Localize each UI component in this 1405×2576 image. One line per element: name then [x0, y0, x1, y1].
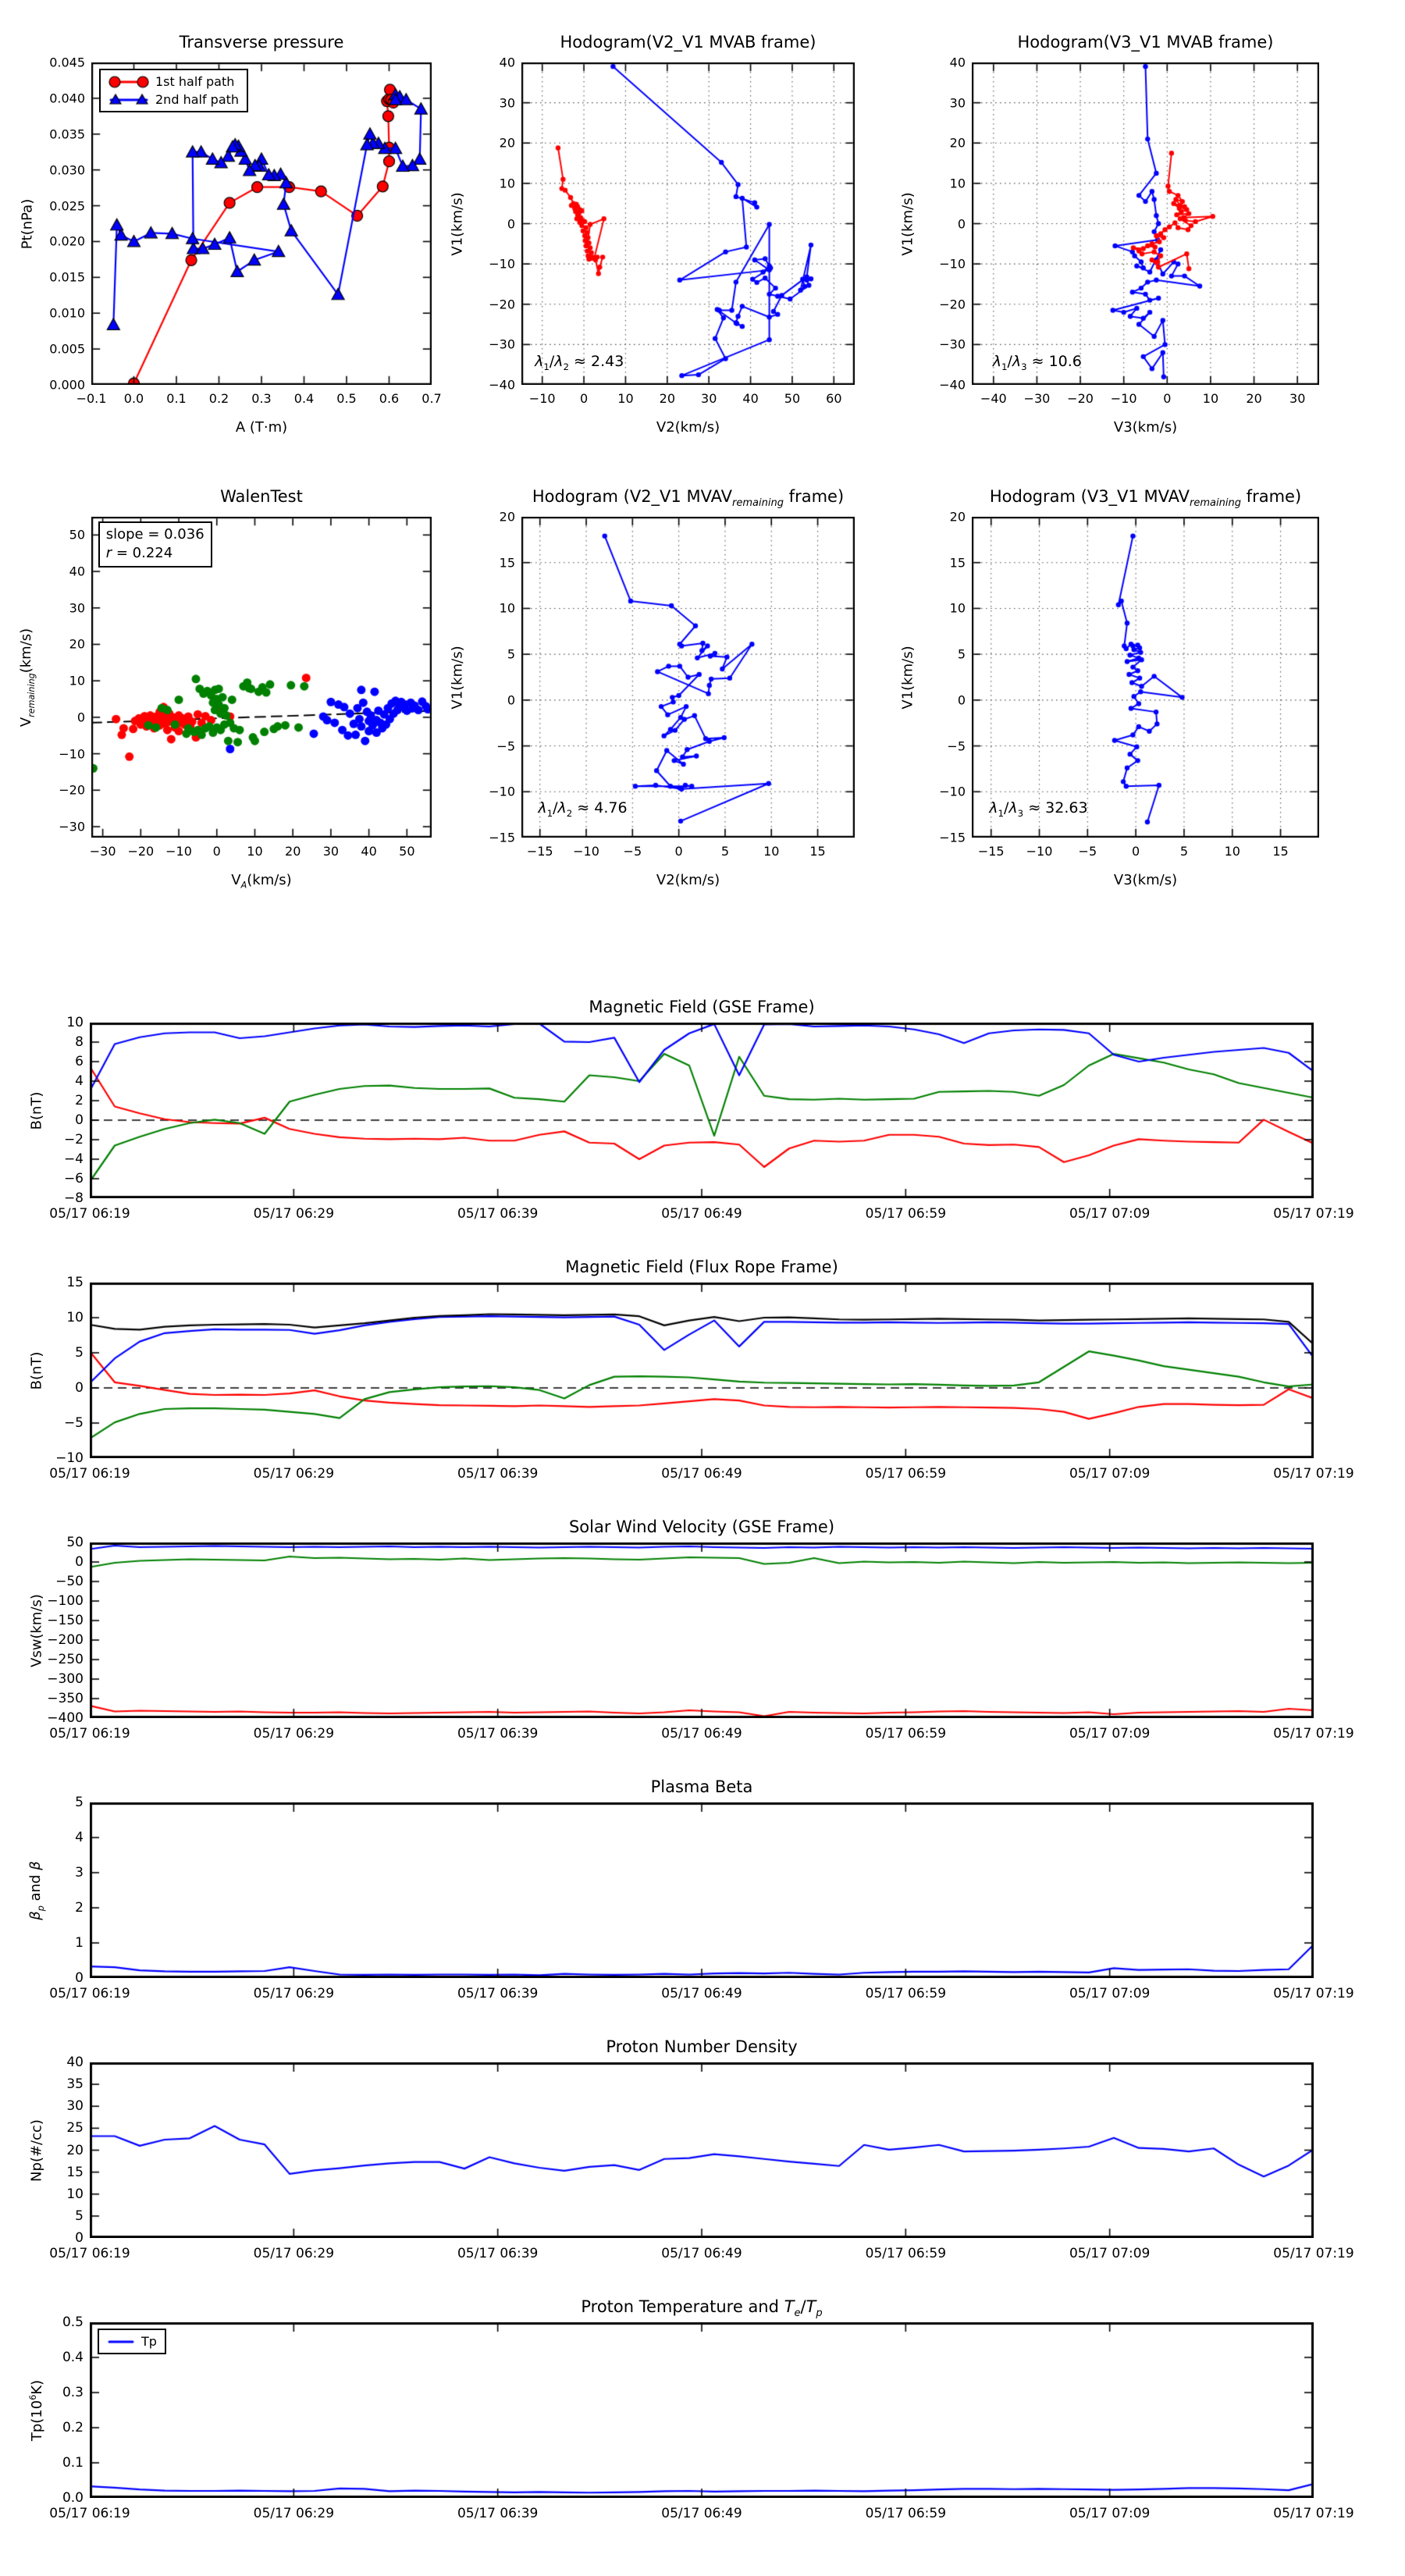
y-tick-label: 10 [949, 600, 966, 616]
y-tick-label: 0.000 [49, 377, 85, 393]
x-tick-label: 05/17 06:19 [49, 1466, 130, 1482]
y-tick-label: −350 [47, 1691, 84, 1706]
x-tick-label: 05/17 07:09 [1069, 1726, 1151, 1742]
x-tick-label: 15 [1272, 844, 1289, 859]
x-tick-label: −30 [89, 844, 116, 859]
y-axis-label: $\beta_p$ and β [27, 1860, 46, 1920]
y-tick-label: 5 [75, 2208, 84, 2224]
y-tick-label: 3 [75, 1865, 84, 1880]
y-tick-label: 15 [499, 555, 515, 571]
y-axis-label: $V_{remaining}(km/s)$ [18, 628, 37, 727]
x-tick-label: 05/17 07:09 [1069, 1986, 1151, 2001]
y-tick-label: −10 [59, 746, 85, 762]
x-tick-label: 05/17 07:19 [1273, 1986, 1354, 2001]
x-tick-label: 05/17 07:19 [1273, 1466, 1354, 1482]
y-tick-label: 0 [507, 216, 515, 231]
y-tick-label: 20 [499, 509, 515, 525]
x-tick-label: 05/17 06:49 [661, 2246, 742, 2261]
x-tick-label: 05/17 06:59 [865, 1206, 947, 1222]
chart-title: Plasma Beta [650, 1777, 753, 1796]
annotation-line: r = 0.224 [105, 545, 173, 562]
y-tick-label: −400 [47, 1710, 84, 1726]
y-tick-label: −10 [489, 256, 515, 272]
y-tick-label: 0 [75, 1970, 84, 1986]
y-tick-label: −10 [489, 784, 515, 799]
x-axis-label: V2(km/s) [656, 419, 720, 436]
y-tick-label: 0.035 [49, 126, 85, 142]
y-tick-label: 4 [75, 1830, 84, 1845]
y-tick-label: 0 [76, 710, 85, 725]
x-tick-label: 05/17 06:29 [253, 1206, 335, 1222]
x-tick-label: 0 [212, 844, 221, 859]
x-tick-label: 05/17 06:29 [253, 2506, 335, 2521]
chart-title: Magnetic Field (Flux Rope Frame) [565, 1258, 838, 1276]
y-tick-label: −100 [47, 1593, 84, 1609]
y-tick-label: 30 [66, 2098, 84, 2115]
y-tick-label: 15 [949, 555, 966, 571]
y-axis-label: Np(#/cc) [28, 2119, 45, 2182]
y-tick-label: 10 [66, 1015, 84, 1030]
x-tick-label: 05/17 06:19 [49, 2506, 130, 2521]
y-axis-label: Pt(nPa) [19, 198, 36, 249]
x-tick-label: 20 [1246, 391, 1262, 406]
magnetic-field-gse-plot-canvas [90, 1023, 1314, 1198]
x-tick-label: 40 [361, 844, 377, 859]
y-tick-label: 0.020 [49, 233, 85, 249]
chart-title: Solar Wind Velocity (GSE Frame) [568, 1517, 835, 1536]
y-tick-label: −30 [489, 336, 515, 352]
x-tick-label: 05/17 07:09 [1069, 2506, 1151, 2521]
y-tick-label: 0 [75, 1554, 84, 1570]
y-tick-label: 0 [957, 216, 966, 231]
y-tick-label: −10 [55, 1450, 84, 1466]
x-tick-label: −0.1 [76, 391, 107, 406]
x-tick-label: 0 [1163, 391, 1172, 406]
y-tick-label: 2 [75, 1900, 84, 1916]
y-tick-label: 5 [507, 646, 515, 662]
x-tick-label: 50 [784, 391, 801, 406]
x-tick-label: 5 [720, 844, 730, 859]
hodogram-v2v1-mvab-plot-canvas [521, 62, 855, 385]
y-tick-label: 30 [499, 95, 515, 111]
x-tick-label: 10 [247, 844, 263, 859]
x-tick-label: −5 [1078, 844, 1097, 859]
x-tick-label: −15 [526, 844, 553, 859]
y-tick-label: 10 [499, 176, 515, 191]
x-tick-label: 05/17 06:59 [865, 2246, 947, 2261]
y-axis-label: B(nT) [28, 1351, 45, 1389]
y-tick-label: 0.4 [62, 2350, 84, 2365]
x-tick-label: −20 [127, 844, 155, 859]
x-tick-label: 30 [701, 391, 717, 406]
x-tick-label: 05/17 06:19 [49, 1206, 130, 1222]
x-tick-label: −10 [165, 844, 192, 859]
x-tick-label: 10 [617, 391, 634, 406]
annotation: $\lambda_1/\lambda_2 \approx 2.43$ [535, 352, 624, 372]
x-tick-label: 05/17 06:59 [865, 2506, 947, 2521]
annotation: $\lambda_1/\lambda_3 \approx 32.63$ [989, 799, 1088, 819]
y-tick-label: 40 [499, 55, 515, 70]
y-tick-label: 20 [949, 509, 966, 525]
x-tick-label: 05/17 06:19 [49, 1986, 130, 2001]
y-tick-label: −5 [947, 738, 966, 754]
x-tick-label: 05/17 07:19 [1273, 1726, 1354, 1742]
chart-title: Transverse pressure [179, 33, 344, 52]
x-tick-label: 05/17 07:09 [1069, 1466, 1151, 1482]
y-axis-label: $Tp(10^6K)$ [28, 2379, 45, 2441]
x-tick-label: 05/17 07:19 [1273, 2506, 1354, 2521]
x-tick-label: 15 [809, 844, 826, 859]
y-tick-label: 0.2 [62, 2420, 84, 2435]
y-tick-label: −250 [47, 1652, 84, 1667]
y-tick-label: −50 [55, 1574, 84, 1589]
x-tick-label: −30 [1023, 391, 1051, 406]
y-tick-label: −40 [939, 377, 966, 393]
y-tick-label: −150 [47, 1613, 84, 1628]
y-tick-label: −40 [489, 377, 515, 393]
chart-title: Hodogram (V3_V1 $MVAV_{remaining}$ frame) [989, 487, 1302, 510]
x-tick-label: 0.1 [166, 391, 187, 406]
y-tick-label: −20 [489, 297, 515, 312]
x-tick-label: 0.7 [422, 391, 442, 406]
chart-title: Magnetic Field (GSE Frame) [589, 998, 815, 1016]
x-tick-label: 0.5 [336, 391, 357, 406]
x-tick-label: 05/17 06:39 [457, 1726, 539, 1742]
y-axis-label: B(nT) [28, 1091, 45, 1130]
y-tick-label: −30 [59, 819, 85, 834]
y-tick-label: 4 [75, 1073, 84, 1089]
y-tick-label: 50 [69, 527, 85, 543]
y-tick-label: 0 [75, 1380, 84, 1396]
y-tick-label: −6 [63, 1171, 84, 1187]
x-tick-label: 05/17 06:39 [457, 2246, 539, 2261]
y-axis-label: V1(km/s) [899, 645, 916, 710]
x-tick-label: 0.0 [123, 391, 144, 406]
x-tick-label: 0.4 [293, 391, 315, 406]
x-tick-label: 05/17 07:09 [1069, 1206, 1151, 1222]
legend [99, 69, 248, 112]
y-axis-label: V1(km/s) [449, 645, 466, 710]
x-axis-label: V3(km/s) [1113, 872, 1178, 888]
x-tick-label: 0.6 [379, 391, 400, 406]
y-tick-label: 40 [69, 564, 85, 579]
legend-item [108, 92, 239, 107]
x-tick-label: 0 [1132, 844, 1140, 859]
y-tick-label: 10 [69, 673, 85, 688]
x-tick-label: −10 [573, 844, 599, 859]
x-tick-label: 30 [1289, 391, 1306, 406]
y-tick-label: 10 [66, 2186, 84, 2202]
y-tick-label: −15 [489, 830, 515, 845]
legend-label: 2nd half path [155, 92, 240, 107]
x-tick-label: 40 [742, 391, 759, 406]
x-tick-label: 05/17 06:59 [865, 1986, 947, 2001]
annotation: $\lambda_1/\lambda_2 \approx 4.76$ [538, 799, 628, 819]
y-tick-label: −5 [63, 1415, 84, 1431]
x-axis-label: V2(km/s) [656, 872, 720, 888]
y-tick-label: −200 [47, 1632, 84, 1648]
x-axis-label: V3(km/s) [1113, 419, 1178, 436]
y-tick-label: 0 [507, 692, 515, 708]
y-tick-label: 0.1 [62, 2455, 84, 2471]
y-tick-label: 0.5 [62, 2314, 84, 2330]
legend-swatch [108, 75, 149, 89]
y-axis-label: V1(km/s) [449, 191, 466, 256]
x-tick-label: −10 [1026, 844, 1053, 859]
x-tick-label: 20 [285, 844, 301, 859]
x-axis-label: $V_A(km/s)$ [231, 872, 292, 891]
y-axis-label: Vsw(km/s) [28, 1593, 45, 1667]
y-tick-label: 0.015 [49, 269, 85, 285]
y-tick-label: 25 [66, 2120, 84, 2137]
y-tick-label: 0 [75, 1112, 84, 1128]
chart-title: Proton Number Density [606, 2037, 798, 2056]
y-tick-label: 0 [957, 692, 966, 708]
legend-item [108, 74, 239, 89]
x-tick-label: 0.3 [251, 391, 272, 406]
x-tick-label: 05/17 06:49 [661, 1986, 742, 2001]
x-tick-label: 0 [579, 391, 589, 406]
y-tick-label: 40 [66, 2055, 84, 2070]
y-tick-label: 0.045 [49, 55, 85, 70]
y-tick-label: −15 [939, 830, 966, 845]
x-tick-label: −40 [980, 391, 1007, 406]
x-axis-label: A (T·m) [235, 419, 288, 436]
x-tick-label: −10 [528, 391, 556, 406]
legend-label: 1st half path [155, 74, 235, 89]
y-tick-label: −2 [63, 1132, 84, 1147]
y-tick-label: 20 [66, 2142, 84, 2158]
y-tick-label: 6 [75, 1054, 84, 1069]
x-tick-label: 05/17 06:59 [865, 1466, 947, 1482]
y-tick-label: 2 [75, 1093, 84, 1108]
chart-title: Hodogram(V2_V1 MVAB frame) [560, 33, 816, 52]
magnetic-field-flux-rope-plot-canvas [90, 1283, 1314, 1458]
legend-swatch [108, 93, 149, 107]
y-tick-label: −300 [47, 1671, 84, 1687]
x-tick-label: 05/17 07:19 [1273, 2246, 1354, 2261]
y-tick-label: 5 [75, 1795, 84, 1810]
x-tick-label: 05/17 06:29 [253, 1726, 335, 1742]
x-tick-label: 05/17 06:49 [661, 2506, 742, 2521]
chart-title: WalenTest [220, 487, 303, 506]
y-tick-label: 10 [66, 1310, 84, 1325]
x-tick-label: 05/17 06:29 [253, 2246, 335, 2261]
y-tick-label: 0.030 [49, 162, 85, 178]
y-tick-label: −10 [939, 784, 966, 799]
y-tick-label: 0.010 [49, 305, 85, 321]
x-tick-label: 0.2 [208, 391, 229, 406]
y-tick-label: 0.025 [49, 198, 85, 214]
y-tick-label: 0 [75, 2230, 84, 2246]
x-tick-label: −20 [1067, 391, 1094, 406]
x-tick-label: −15 [977, 844, 1005, 859]
x-tick-label: 05/17 07:09 [1069, 2246, 1151, 2261]
x-tick-label: 05/17 06:39 [457, 1206, 539, 1222]
legend-item [107, 2334, 157, 2349]
x-tick-label: 05/17 06:39 [457, 1986, 539, 2001]
y-tick-label: −30 [939, 336, 966, 352]
legend [98, 2329, 166, 2354]
x-tick-label: −5 [623, 844, 642, 859]
x-tick-label: 05/17 06:39 [457, 2506, 539, 2521]
y-tick-label: 0.040 [49, 91, 85, 106]
x-tick-label: 05/17 06:49 [661, 1466, 742, 1482]
y-tick-label: 15 [66, 2164, 84, 2180]
x-tick-label: 05/17 06:49 [661, 1726, 742, 1742]
plasma-beta-plot-canvas [90, 1802, 1314, 1978]
legend-label: Tp [141, 2334, 157, 2349]
y-tick-label: 0.0 [62, 2490, 84, 2506]
x-tick-label: 50 [399, 844, 415, 859]
y-tick-label: 1 [75, 1935, 84, 1951]
x-tick-label: 05/17 06:19 [49, 1726, 130, 1742]
y-tick-label: 50 [66, 1535, 84, 1550]
solar-wind-velocity-plot-canvas [90, 1542, 1314, 1718]
y-tick-label: 10 [949, 176, 966, 191]
proton-number-density-plot-canvas [90, 2062, 1314, 2238]
chart-title: Hodogram (V2_V1 $MVAV_{remaining}$ frame) [532, 487, 845, 510]
y-tick-label: −20 [939, 297, 966, 312]
legend-swatch [107, 2335, 135, 2349]
y-tick-label: −4 [63, 1151, 84, 1167]
y-tick-label: 30 [69, 600, 85, 616]
x-tick-label: 10 [763, 844, 780, 859]
x-tick-label: 10 [1202, 391, 1219, 406]
hodogram-v3v1-mvab-plot-canvas [972, 62, 1319, 385]
x-tick-label: 5 [1179, 844, 1189, 859]
y-tick-label: −20 [59, 782, 85, 798]
x-tick-label: 0 [674, 844, 683, 859]
y-tick-label: 20 [949, 135, 966, 151]
annotation [98, 521, 212, 568]
y-tick-label: 10 [499, 600, 515, 616]
y-tick-label: 15 [66, 1275, 84, 1290]
y-tick-label: 40 [949, 55, 966, 70]
x-tick-label: 05/17 06:49 [661, 1206, 742, 1222]
y-tick-label: 5 [957, 646, 966, 662]
y-tick-label: 20 [499, 135, 515, 151]
y-tick-label: −5 [496, 738, 515, 754]
x-tick-label: 05/17 07:19 [1273, 1206, 1354, 1222]
x-tick-label: 30 [322, 844, 340, 859]
x-tick-label: 05/17 06:29 [253, 1986, 335, 2001]
y-axis-label: V1(km/s) [899, 191, 916, 256]
chart-title: Hodogram(V3_V1 MVAB frame) [1017, 33, 1274, 52]
x-tick-label: −10 [1110, 391, 1137, 406]
chart-title: Proton Temperature and $T_e/T_p$ [581, 2297, 823, 2320]
x-tick-label: 05/17 06:29 [253, 1466, 335, 1482]
y-tick-label: 5 [75, 1345, 84, 1361]
x-tick-label: 20 [659, 391, 675, 406]
y-tick-label: 8 [75, 1034, 84, 1050]
y-tick-label: 35 [66, 2076, 84, 2093]
y-tick-label: 30 [949, 95, 966, 111]
y-tick-label: 20 [69, 636, 85, 652]
annotation-line: slope = 0.036 [105, 526, 205, 543]
y-tick-label: −8 [63, 1190, 84, 1206]
y-tick-label: −10 [939, 256, 966, 272]
x-tick-label: 60 [826, 391, 842, 406]
x-tick-label: 05/17 06:39 [457, 1466, 539, 1482]
x-tick-label: 10 [1224, 844, 1240, 859]
y-tick-label: 0.3 [62, 2385, 84, 2400]
hodogram-v3v1-mvav-plot-canvas [972, 517, 1319, 838]
hodogram-v2v1-mvav-plot-canvas [521, 517, 855, 838]
proton-temperature-plot-canvas [90, 2322, 1314, 2498]
y-tick-label: 0.005 [49, 341, 85, 357]
x-tick-label: 05/17 06:19 [49, 2246, 130, 2261]
annotation: $\lambda_1/\lambda_3 \approx 10.6$ [992, 352, 1082, 372]
x-tick-label: 05/17 06:59 [865, 1726, 947, 1742]
